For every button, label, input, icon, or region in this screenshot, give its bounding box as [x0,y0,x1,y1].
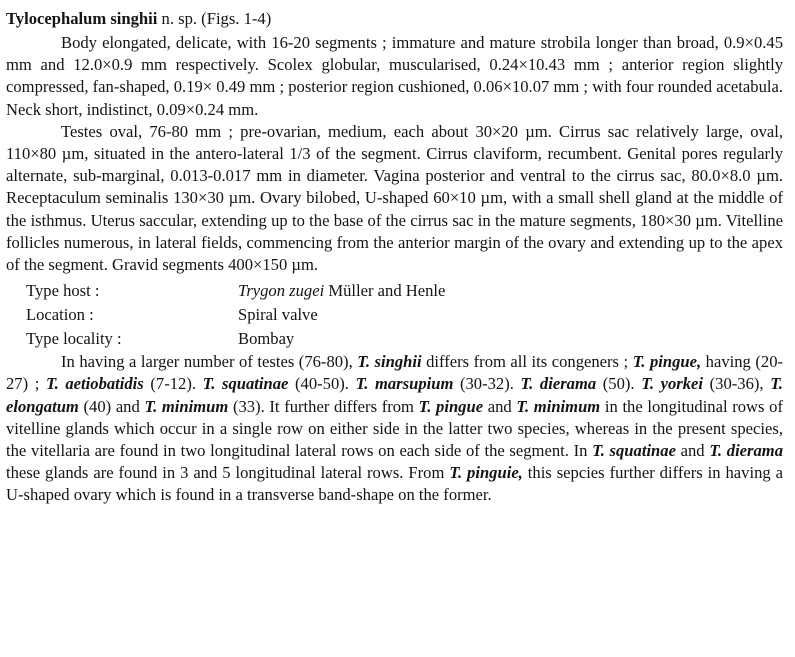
host-value [238,279,445,303]
taxon-name: T. pingue, [632,352,702,372]
comparison-paragraph [6,351,783,506]
taxon-name: T. yorkei [641,374,704,394]
text-run: In having a larger number of testes (76-80), [61,352,358,372]
host-row-type-locality [26,327,445,351]
text-run: this sepcies further differs in having a U-shaped ovary which is found in a transverse band-shape on the former. [6,463,783,505]
taxon-name: T. dierama [520,374,597,394]
locality-label: Type locality : [26,329,122,349]
host-species: Trygon zugei [238,281,325,301]
species-heading-suffix: n. sp. (Figs. 1-4) [157,9,272,28]
taxon-name: T. squatinae [202,374,289,394]
location-value: Spiral valve [238,305,318,325]
text-run: having (20-27) ; [6,352,784,394]
text-run: (50). [596,374,642,394]
taxon-name: T. singhii [357,352,422,372]
location-label: Location : [26,305,94,325]
description-paragraph-organs: Testes oval, 76-80 mm ; pre-ovarian, medium, each about 30×20 µm. Cirrus sac relatively large, oval, 110×80 µm, situated in the antero-lateral 1/3 of the segment. Cirrus claviform, recumbent. Genital pores regularly alternate, sub-marginal, 0.013-0.017 mm in diameter. Vagina posterior and ventral to the cirrus sac, 80.0×8.0 µm. Receptaculum seminalis 130×30 µm. Ovary bilobed, U-shaped 60×10 µm, with a small shell gland at the middle of the isthmus. Uterus saccular, extending up to the base of the cirrus sac in the mature segments, 180×30 µm. Vitelline follicles numerous, in lateral fields, commencing from the anterior margin of the ovary and extending up to the apex of the segment. Gravid segments 400×150 µm. [6,121,783,275]
text-run: these glands are found in 3 and 5 longitudinal lateral rows. From [6,463,450,483]
text-run: and [483,396,517,416]
text-run: (40) and [78,396,145,416]
taxon-name: T. dierama [709,441,783,461]
taxon-name: T. minimum [144,396,229,416]
locality-value: Bombay [238,329,295,349]
text-run: and [675,441,710,461]
description-paragraph-body: Body elongated, delicate, with 16-20 segments ; immature and mature strobila longer than broad, 0.9×0.45 mm and 12.0×0.9 mm respectively. Scolex globular, muscularised, 0.24×10.43 mm ; anterior region slightly compressed, fan-shaped, 0.19× 0.49 mm ; posterior region cushioned, 0.06×10.07 mm ; with four rounded acetabula. Neck short, indistinct, 0.09×0.24 mm. [6,33,783,119]
text-run: (40-50). [288,374,356,394]
host-info-table [26,279,445,351]
taxon-name: T. elongatum [6,374,783,416]
host-label: Type host : [26,281,100,301]
text-run: differs from all its congeners ; [421,352,633,372]
host-authority: Müller and Henle [324,281,446,301]
text-run: (30-32). [453,374,521,394]
taxon-name: T. aetiobatidis [46,374,144,394]
taxon-name: T. pingue [418,396,484,416]
species-name: Tylocephalum singhii [6,9,158,28]
taxon-name: T. pinguie, [449,463,523,483]
host-row-location [26,303,445,327]
text-run: (30-36), [703,374,771,394]
taxon-name: T. minimum [516,396,601,416]
text-run: (33). It further differs from [228,396,419,416]
taxon-name: T. squatinae [592,441,676,461]
text-run: (7-12). [143,374,203,394]
taxon-name: T. marsupium [355,374,454,394]
host-row-type-host [26,279,445,303]
species-heading [6,6,783,32]
text-run: in the longitudinal rows of vitelline glands which occur in a single row on either side in the latter two species, whereas in the present species, the vitellaria are found in two longitudinal lateral rows on each side of the segment. In [6,396,783,461]
